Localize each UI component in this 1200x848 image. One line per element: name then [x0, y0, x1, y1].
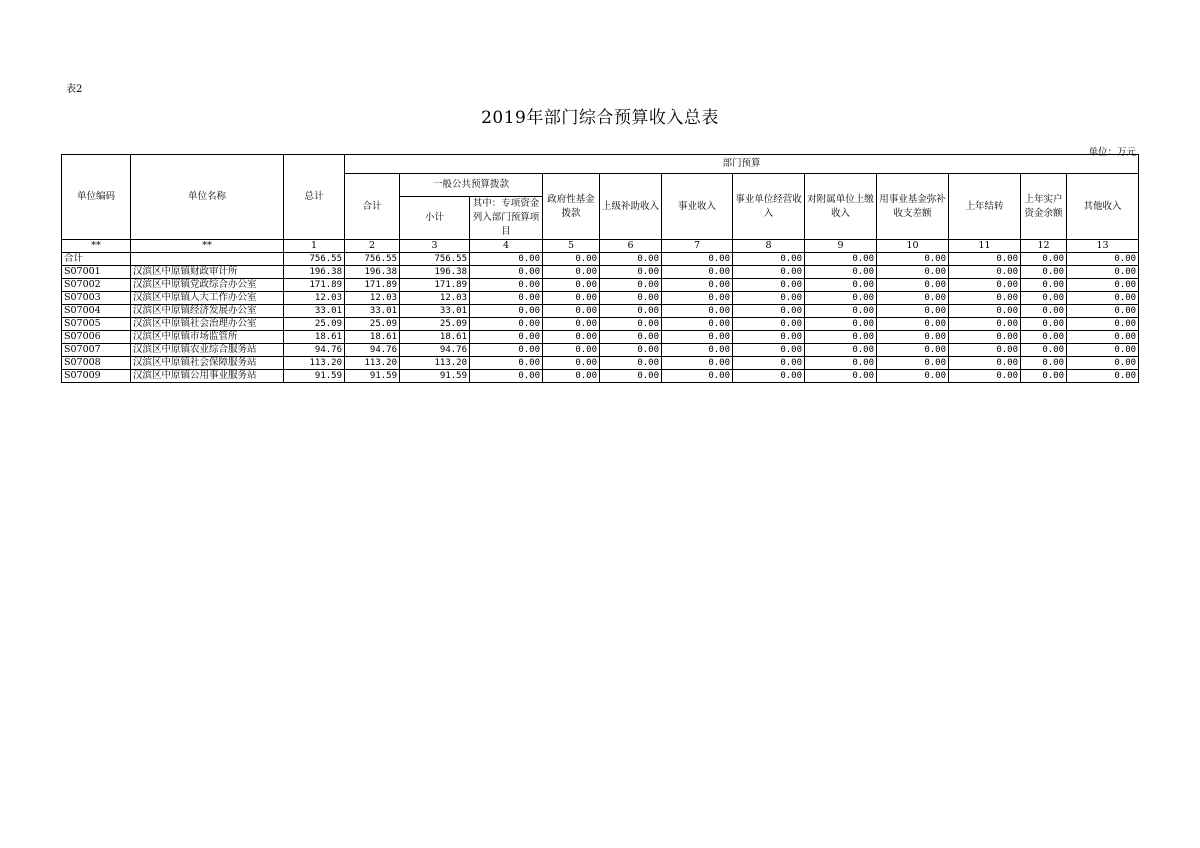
- value-cell: 0.00: [1021, 357, 1067, 370]
- value-cell: 0.00: [543, 357, 600, 370]
- value-cell: 0.00: [662, 344, 733, 357]
- value-cell: 756.55: [400, 253, 470, 266]
- value-cell: 94.76: [400, 344, 470, 357]
- header-general-public-budget: 一般公共预算拨款: [400, 174, 543, 197]
- unit-name-cell: 汉滨区中原镇社会治理办公室: [131, 318, 284, 331]
- table-row: [62, 266, 1139, 279]
- value-cell: 0.00: [662, 370, 733, 383]
- value-cell: 0.00: [805, 253, 877, 266]
- value-cell: 0.00: [805, 344, 877, 357]
- table-row: [62, 305, 1139, 318]
- value-cell: 0.00: [662, 266, 733, 279]
- unit-label: 单位：万元: [1088, 147, 1136, 158]
- value-cell: 756.55: [284, 253, 345, 266]
- value-cell: 0.00: [1021, 370, 1067, 383]
- value-cell: 0.00: [877, 344, 949, 357]
- unit-name-cell: 汉滨区中原镇财政审计所: [131, 266, 284, 279]
- table-label: 表2: [66, 84, 83, 95]
- value-cell: 756.55: [345, 253, 400, 266]
- value-cell: 0.00: [543, 253, 600, 266]
- value-cell: 0.00: [733, 344, 805, 357]
- index-cell: 10: [877, 240, 949, 253]
- unit-name-cell: 汉滨区中原镇党政综合办公室: [131, 279, 284, 292]
- value-cell: 0.00: [805, 370, 877, 383]
- value-cell: 0.00: [805, 279, 877, 292]
- value-cell: 0.00: [733, 318, 805, 331]
- value-cell: 33.01: [284, 305, 345, 318]
- value-cell: 91.59: [345, 370, 400, 383]
- value-cell: 0.00: [949, 292, 1021, 305]
- value-cell: 0.00: [1067, 331, 1139, 344]
- header-small-total: 小计: [400, 197, 470, 240]
- unit-code-cell: S07004: [62, 305, 131, 318]
- value-cell: 0.00: [1021, 266, 1067, 279]
- table-row: [62, 292, 1139, 305]
- value-cell: 0.00: [600, 253, 662, 266]
- value-cell: 25.09: [284, 318, 345, 331]
- unit-code-cell: S07002: [62, 279, 131, 292]
- value-cell: 0.00: [1021, 253, 1067, 266]
- value-cell: 0.00: [805, 305, 877, 318]
- unit-name-cell: 汉滨区中原镇社会保障服务站: [131, 357, 284, 370]
- value-cell: 0.00: [662, 318, 733, 331]
- header-subtotal-sum: 合计: [345, 174, 400, 240]
- index-cell: 3: [400, 240, 470, 253]
- value-cell: 0.00: [662, 331, 733, 344]
- value-cell: 171.89: [400, 279, 470, 292]
- value-cell: 0.00: [877, 305, 949, 318]
- value-cell: 0.00: [733, 331, 805, 344]
- table-body: [62, 253, 1139, 383]
- index-cell: 5: [543, 240, 600, 253]
- value-cell: 0.00: [470, 266, 543, 279]
- value-cell: 0.00: [470, 318, 543, 331]
- value-cell: 12.03: [284, 292, 345, 305]
- table-row: [62, 279, 1139, 292]
- value-cell: 18.61: [284, 331, 345, 344]
- value-cell: 0.00: [600, 266, 662, 279]
- header-business-operation: 事业单位经营收入: [733, 174, 805, 240]
- value-cell: 91.59: [400, 370, 470, 383]
- unit-code-cell: S07005: [62, 318, 131, 331]
- index-row: [62, 240, 1139, 253]
- header-total: 总计: [284, 155, 345, 240]
- value-cell: 196.38: [345, 266, 400, 279]
- value-cell: 0.00: [1067, 292, 1139, 305]
- unit-code-cell: S07007: [62, 344, 131, 357]
- value-cell: 0.00: [543, 344, 600, 357]
- table-row: [62, 370, 1139, 383]
- unit-code-cell: S07006: [62, 331, 131, 344]
- value-cell: 25.09: [345, 318, 400, 331]
- unit-name-cell: 汉滨区中原镇农业综合服务站: [131, 344, 284, 357]
- value-cell: 33.01: [400, 305, 470, 318]
- unit-name-cell: 汉滨区中原镇经济发展办公室: [131, 305, 284, 318]
- value-cell: 0.00: [877, 253, 949, 266]
- value-cell: 0.00: [949, 318, 1021, 331]
- value-cell: 12.03: [345, 292, 400, 305]
- header-carryover: 上年结转: [949, 174, 1021, 240]
- value-cell: 0.00: [1067, 266, 1139, 279]
- value-cell: 0.00: [733, 305, 805, 318]
- unit-code-cell: S07001: [62, 266, 131, 279]
- value-cell: 0.00: [805, 331, 877, 344]
- value-cell: 113.20: [284, 357, 345, 370]
- value-cell: 0.00: [733, 292, 805, 305]
- index-cell: 13: [1067, 240, 1139, 253]
- index-cell: 6: [600, 240, 662, 253]
- value-cell: 0.00: [1021, 331, 1067, 344]
- value-cell: 0.00: [1067, 305, 1139, 318]
- header-superior-subsidy: 上级补助收入: [600, 174, 662, 240]
- value-cell: 12.03: [400, 292, 470, 305]
- table-header: [62, 155, 1139, 253]
- index-cell: **: [131, 240, 284, 253]
- value-cell: 0.00: [470, 370, 543, 383]
- header-gov-fund: 政府性基金拨款: [543, 174, 600, 240]
- value-cell: 0.00: [1067, 344, 1139, 357]
- value-cell: 0.00: [733, 266, 805, 279]
- value-cell: 0.00: [543, 266, 600, 279]
- index-cell: **: [62, 240, 131, 253]
- value-cell: 0.00: [1067, 253, 1139, 266]
- unit-code-cell: S07009: [62, 370, 131, 383]
- header-unit-code: 单位编码: [62, 155, 131, 240]
- value-cell: 0.00: [662, 305, 733, 318]
- value-cell: 113.20: [345, 357, 400, 370]
- value-cell: 0.00: [949, 305, 1021, 318]
- value-cell: 0.00: [877, 266, 949, 279]
- value-cell: 0.00: [1067, 357, 1139, 370]
- index-cell: 8: [733, 240, 805, 253]
- header-affiliated: 对附属单位上缴收入: [805, 174, 877, 240]
- value-cell: 0.00: [600, 370, 662, 383]
- unit-code-cell: 合计: [62, 253, 131, 266]
- value-cell: 0.00: [805, 266, 877, 279]
- value-cell: 0.00: [733, 370, 805, 383]
- page-title: 2019年部门综合预算收入总表: [481, 108, 719, 128]
- value-cell: 196.38: [284, 266, 345, 279]
- value-cell: 0.00: [470, 292, 543, 305]
- value-cell: 0.00: [600, 331, 662, 344]
- value-cell: 0.00: [949, 331, 1021, 344]
- value-cell: 0.00: [877, 357, 949, 370]
- budget-table: [61, 154, 1139, 383]
- value-cell: 0.00: [733, 279, 805, 292]
- value-cell: 94.76: [284, 344, 345, 357]
- value-cell: 91.59: [284, 370, 345, 383]
- value-cell: 0.00: [805, 318, 877, 331]
- table-row: [62, 357, 1139, 370]
- value-cell: 0.00: [543, 279, 600, 292]
- value-cell: 0.00: [470, 357, 543, 370]
- value-cell: 0.00: [877, 279, 949, 292]
- value-cell: 0.00: [600, 357, 662, 370]
- index-cell: 4: [470, 240, 543, 253]
- value-cell: 0.00: [949, 266, 1021, 279]
- unit-code-cell: S07003: [62, 292, 131, 305]
- value-cell: 0.00: [600, 344, 662, 357]
- value-cell: 0.00: [949, 279, 1021, 292]
- table-row: [62, 344, 1139, 357]
- table-row: [62, 318, 1139, 331]
- value-cell: 0.00: [543, 370, 600, 383]
- header-business-income: 事业收入: [662, 174, 733, 240]
- index-cell: 9: [805, 240, 877, 253]
- value-cell: 0.00: [662, 279, 733, 292]
- value-cell: 94.76: [345, 344, 400, 357]
- value-cell: 0.00: [662, 253, 733, 266]
- value-cell: 0.00: [1021, 292, 1067, 305]
- value-cell: 0.00: [949, 253, 1021, 266]
- header-fund-offset: 用事业基金弥补收支差额: [877, 174, 949, 240]
- unit-name-cell: 汉滨区中原镇公用事业服务站: [131, 370, 284, 383]
- value-cell: 33.01: [345, 305, 400, 318]
- value-cell: 0.00: [600, 318, 662, 331]
- index-cell: 7: [662, 240, 733, 253]
- value-cell: 0.00: [949, 357, 1021, 370]
- header-other-income: 其他收入: [1067, 174, 1139, 240]
- index-cell: 1: [284, 240, 345, 253]
- value-cell: 0.00: [470, 279, 543, 292]
- value-cell: 0.00: [1067, 318, 1139, 331]
- value-cell: 0.00: [470, 331, 543, 344]
- value-cell: 0.00: [877, 370, 949, 383]
- value-cell: 0.00: [949, 370, 1021, 383]
- value-cell: 0.00: [1021, 344, 1067, 357]
- table-row: [62, 253, 1139, 266]
- value-cell: 0.00: [600, 305, 662, 318]
- value-cell: 0.00: [877, 292, 949, 305]
- value-cell: 0.00: [1021, 305, 1067, 318]
- unit-code-cell: S07008: [62, 357, 131, 370]
- header-prior-balance: 上年实户资金余额: [1021, 174, 1067, 240]
- unit-name-cell: [131, 253, 284, 266]
- value-cell: 0.00: [662, 357, 733, 370]
- value-cell: 0.00: [470, 253, 543, 266]
- value-cell: 0.00: [543, 318, 600, 331]
- value-cell: 171.89: [345, 279, 400, 292]
- index-cell: 11: [949, 240, 1021, 253]
- value-cell: 0.00: [949, 344, 1021, 357]
- value-cell: 171.89: [284, 279, 345, 292]
- header-special-funds: 其中：专项资金列入部门预算项目: [470, 197, 543, 240]
- value-cell: 0.00: [543, 292, 600, 305]
- value-cell: 0.00: [1021, 318, 1067, 331]
- table-row: [62, 331, 1139, 344]
- header-unit-name: 单位名称: [131, 155, 284, 240]
- value-cell: 0.00: [733, 253, 805, 266]
- value-cell: 0.00: [805, 357, 877, 370]
- value-cell: 113.20: [400, 357, 470, 370]
- value-cell: 0.00: [470, 305, 543, 318]
- index-cell: 12: [1021, 240, 1067, 253]
- value-cell: 0.00: [1067, 279, 1139, 292]
- value-cell: 0.00: [805, 292, 877, 305]
- index-cell: 2: [345, 240, 400, 253]
- value-cell: 0.00: [1021, 279, 1067, 292]
- header-dept-budget: 部门预算: [345, 155, 1139, 174]
- value-cell: 0.00: [1067, 370, 1139, 383]
- value-cell: 0.00: [877, 331, 949, 344]
- unit-name-cell: 汉滨区中原镇人大工作办公室: [131, 292, 284, 305]
- value-cell: 0.00: [543, 331, 600, 344]
- value-cell: 25.09: [400, 318, 470, 331]
- value-cell: 0.00: [877, 318, 949, 331]
- unit-name-cell: 汉滨区中原镇市场监管所: [131, 331, 284, 344]
- value-cell: 0.00: [733, 357, 805, 370]
- value-cell: 0.00: [600, 292, 662, 305]
- value-cell: 196.38: [400, 266, 470, 279]
- value-cell: 18.61: [345, 331, 400, 344]
- value-cell: 0.00: [470, 344, 543, 357]
- value-cell: 0.00: [662, 292, 733, 305]
- value-cell: 0.00: [600, 279, 662, 292]
- value-cell: 18.61: [400, 331, 470, 344]
- value-cell: 0.00: [543, 305, 600, 318]
